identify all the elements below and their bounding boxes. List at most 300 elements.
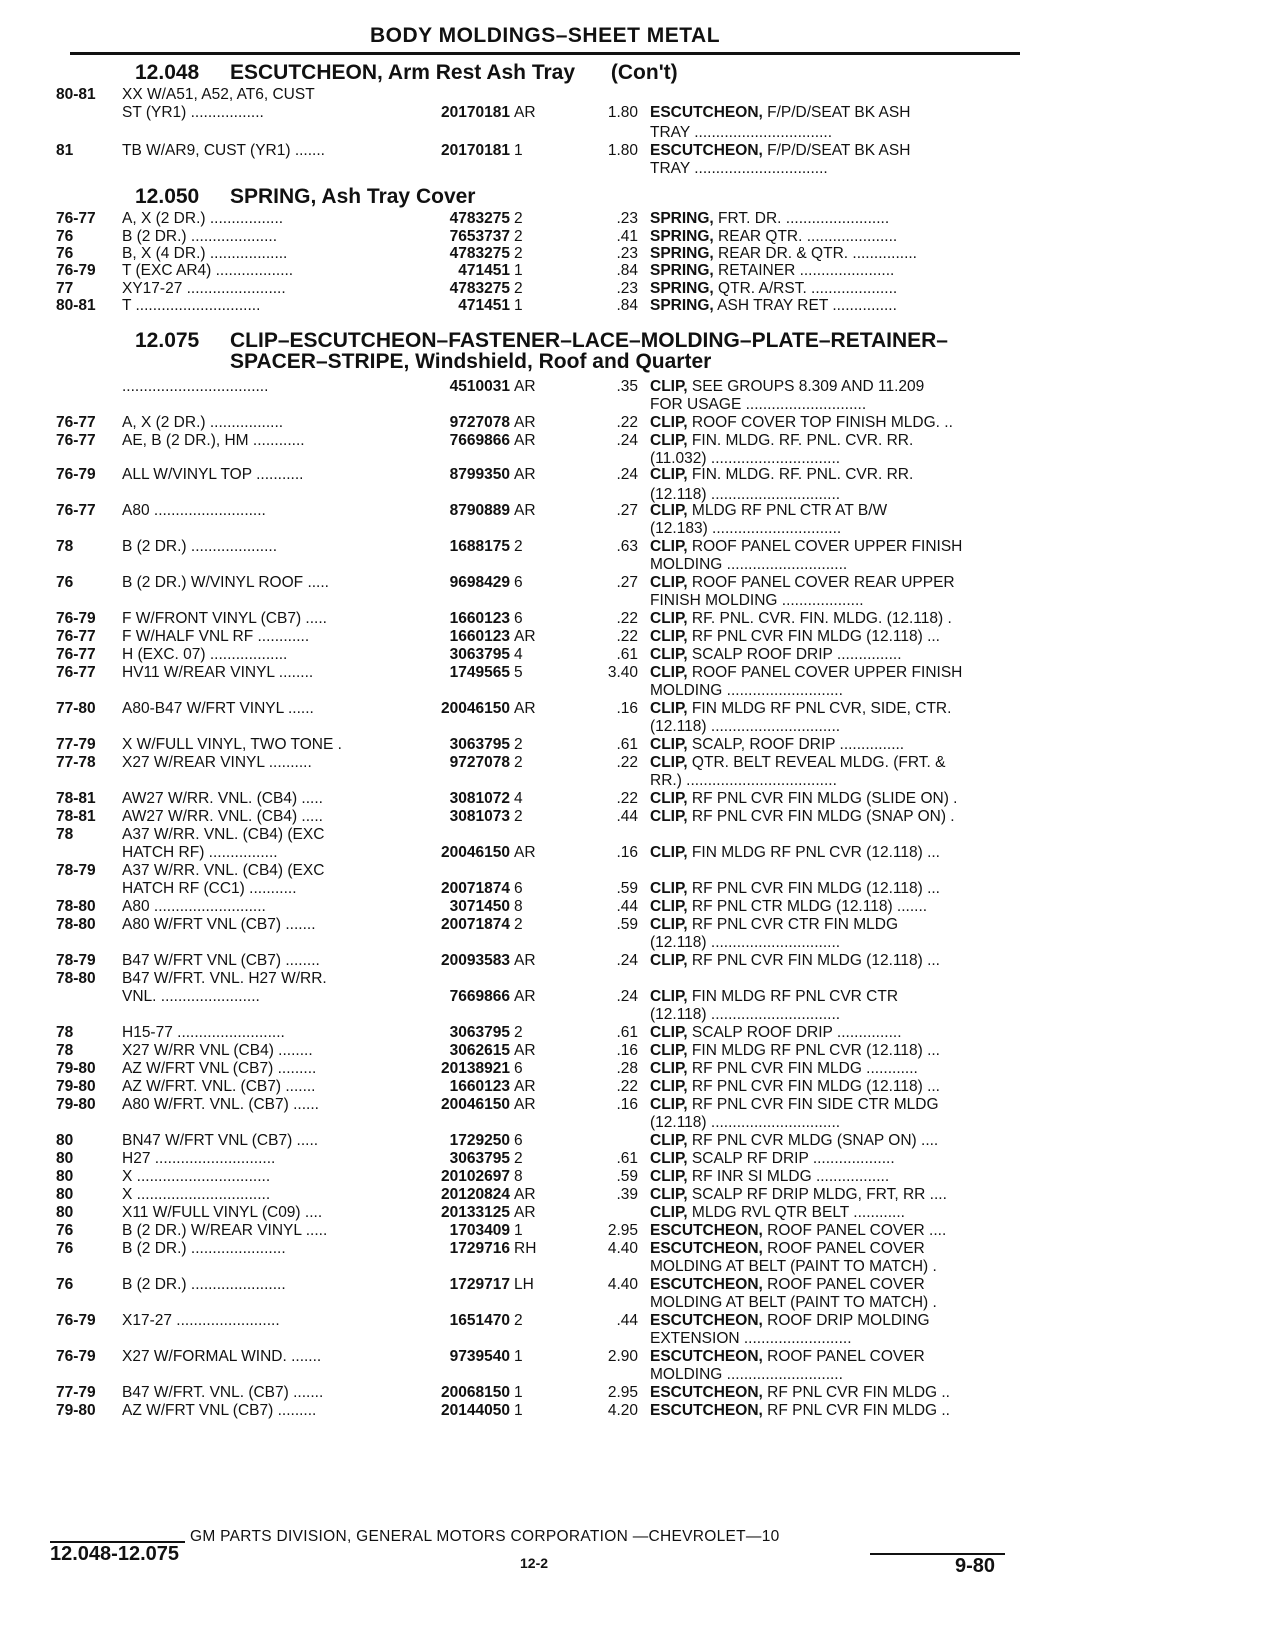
quantity: 2: [514, 1150, 523, 1167]
quantity: AR: [514, 104, 536, 121]
description: [650, 432, 1025, 450]
application: T (EXC AR4) ..................: [122, 262, 294, 279]
model-year: 78-79: [56, 862, 96, 879]
model-year: 80-81: [56, 297, 96, 314]
price: 1.80: [607, 142, 638, 159]
price: .61: [616, 1024, 638, 1041]
application: A80 ..........................: [122, 898, 266, 915]
part-number: 20144050: [441, 1402, 510, 1419]
price: 3.40: [607, 664, 638, 681]
application: A37 W/RR. VNL. (CB4) (EXC: [122, 862, 325, 879]
description: [650, 1042, 1025, 1060]
quantity: AR: [514, 432, 536, 449]
description-keyword: CLIP,: [650, 808, 688, 825]
application: F W/HALF VNL RF ............: [122, 628, 310, 645]
quantity: AR: [514, 502, 536, 519]
description-text: FINISH MOLDING ...................: [650, 592, 864, 609]
part-number: 3063795: [449, 1024, 510, 1041]
description-text: RF PNL CVR FIN MLDG (12.118) ...: [687, 952, 940, 969]
description: [650, 1060, 1025, 1078]
application: X27 W/FORMAL WIND. .......: [122, 1348, 322, 1365]
description: [650, 1168, 1025, 1186]
application: X11 W/FULL VINYL (C09) ....: [122, 1204, 323, 1221]
section-12-050: [135, 186, 475, 207]
part-number: 20170181: [441, 104, 510, 121]
description-text: FIN MLDG RF PNL CVR (12.118) ...: [687, 844, 940, 861]
model-year: 76: [56, 1222, 74, 1239]
description-text: MOLDING ............................: [650, 556, 848, 573]
quantity: 5: [514, 664, 523, 681]
part-number: 9727078: [449, 754, 510, 771]
description: [650, 210, 1025, 228]
application: AZ W/FRT. VNL. (CB7) .......: [122, 1078, 316, 1095]
description-text: REAR QTR. .....................: [713, 228, 898, 245]
description-text: RETAINER ......................: [713, 262, 895, 279]
application: HATCH RF (CC1) ...........: [122, 880, 297, 897]
application: VNL. .......................: [122, 988, 260, 1005]
part-number: 1651470: [449, 1312, 510, 1329]
description: [650, 790, 1025, 808]
quantity: 1: [514, 1384, 523, 1401]
price: .44: [616, 1312, 638, 1329]
part-number: 7669866: [449, 432, 510, 449]
description-text: SCALP, ROOF DRIP ...............: [687, 736, 905, 753]
description-text: RF PNL CVR FIN MLDG (12.118) ...: [687, 628, 940, 645]
part-number: 1729250: [449, 1132, 510, 1149]
description-keyword: CLIP,: [650, 664, 688, 681]
part-number: 3081073: [449, 808, 510, 825]
price: .24: [616, 466, 638, 483]
model-year: 77-80: [56, 700, 96, 717]
quantity: 1: [514, 142, 523, 159]
price: .28: [616, 1060, 638, 1077]
description-keyword: CLIP,: [650, 432, 688, 449]
description: [650, 682, 1025, 700]
price: .24: [616, 952, 638, 969]
description-keyword: ESCUTCHEON,: [650, 1222, 763, 1239]
description-text: SCALP ROOF DRIP ...............: [687, 1024, 902, 1041]
description-text: FIN. MLDG. RF. PNL. CVR. RR.: [687, 466, 914, 483]
price: .16: [616, 844, 638, 861]
description: [650, 1348, 1025, 1366]
description-text: QTR. A/RST. ....................: [713, 280, 898, 297]
part-number: 3063795: [449, 736, 510, 753]
description-keyword: CLIP,: [650, 1024, 688, 1041]
description: [650, 297, 1025, 315]
description-text: RF PNL CVR FIN SIDE CTR MLDG: [687, 1096, 939, 1113]
model-year: 78-80: [56, 970, 96, 987]
quantity: AR: [514, 1096, 536, 1113]
description: [650, 952, 1025, 970]
application: H27 ............................: [122, 1150, 276, 1167]
application: X27 W/RR VNL (CB4) ........: [122, 1042, 313, 1059]
application: BN47 W/FRT VNL (CB7) .....: [122, 1132, 319, 1149]
model-year: 79-80: [56, 1402, 96, 1419]
quantity: 8: [514, 1168, 523, 1185]
quantity: AR: [514, 844, 536, 861]
description-keyword: CLIP,: [650, 466, 688, 483]
application: TB W/AR9, CUST (YR1) .......: [122, 142, 325, 159]
model-year: 78-80: [56, 898, 96, 915]
model-year: 78-81: [56, 790, 96, 807]
part-number: 4783275: [449, 280, 510, 297]
description-text: FIN MLDG RF PNL CVR (12.118) ...: [687, 1042, 940, 1059]
application: X ...............................: [122, 1168, 271, 1185]
description: [650, 592, 1025, 610]
description: [650, 1186, 1025, 1204]
model-year: 78-79: [56, 952, 96, 969]
part-number: 3063795: [449, 1150, 510, 1167]
quantity: 6: [514, 610, 523, 627]
quantity: 2: [514, 245, 523, 262]
description: [650, 520, 1025, 538]
price: 2.95: [607, 1384, 638, 1401]
description-keyword: CLIP,: [650, 1060, 688, 1077]
section-number: 12.048: [135, 61, 200, 84]
price: .22: [616, 610, 638, 627]
description: [650, 934, 1025, 952]
quantity: AR: [514, 466, 536, 483]
description-text: (12.183) ..............................: [650, 520, 842, 537]
description-text: (12.118) ..............................: [650, 718, 841, 735]
description-keyword: SPRING,: [650, 228, 714, 245]
quantity: AR: [514, 378, 536, 395]
part-number: 9727078: [449, 414, 510, 431]
description-text: RF INR SI MLDG .................: [687, 1168, 890, 1185]
description-text: F/P/D/SEAT BK ASH: [762, 104, 911, 121]
description: [650, 262, 1025, 280]
footer-text: GM PARTS DIVISION, GENERAL MOTORS CORPORATION —CHEVROLET—10: [190, 1528, 780, 1545]
description-text: RF PNL CVR FIN MLDG (12.118) ...: [687, 880, 940, 897]
footer-date: 9-80: [955, 1555, 996, 1577]
description-text: RF PNL CVR FIN MLDG ..: [762, 1384, 950, 1401]
price: .61: [616, 1150, 638, 1167]
section-number: 12.050: [135, 185, 200, 208]
description-text: EXTENSION .........................: [650, 1330, 852, 1347]
description-keyword: CLIP,: [650, 378, 688, 395]
page-header: BODY MOLDINGS–SHEET METAL: [369, 24, 721, 47]
description-text: ROOF PANEL COVER UPPER FINISH: [687, 538, 963, 555]
description-keyword: CLIP,: [650, 1042, 688, 1059]
price: .23: [616, 280, 638, 297]
description-text: SCALP ROOF DRIP ...............: [687, 646, 902, 663]
quantity: 2: [514, 280, 523, 297]
price: .59: [616, 916, 638, 933]
quantity: LH: [514, 1276, 534, 1293]
price: .16: [616, 1096, 638, 1113]
part-number: 8799350: [449, 466, 510, 483]
description: [650, 898, 1025, 916]
model-year: 78: [56, 826, 74, 843]
description: [650, 160, 1025, 178]
description: [650, 1150, 1025, 1168]
price: .22: [616, 1078, 638, 1095]
part-number: 3062615: [449, 1042, 510, 1059]
description: [650, 664, 1025, 682]
description-text: (12.118) ..............................: [650, 486, 841, 503]
description-keyword: SPRING,: [650, 297, 714, 314]
application: AW27 W/RR. VNL. (CB4) .....: [122, 790, 323, 807]
description-text: FIN MLDG RF PNL CVR, SIDE, CTR.: [687, 700, 952, 717]
description-text: ASH TRAY RET ...............: [713, 297, 897, 314]
model-year: 78-80: [56, 916, 96, 933]
application: F W/FRONT VINYL (CB7) .....: [122, 610, 327, 627]
description-keyword: ESCUTCHEON,: [650, 104, 763, 121]
application: A, X (2 DR.) .................: [122, 414, 284, 431]
part-number: 3071450: [449, 898, 510, 915]
description-keyword: CLIP,: [650, 952, 688, 969]
description: [650, 502, 1025, 520]
model-year: 80: [56, 1168, 74, 1185]
description: [650, 1096, 1025, 1114]
description-text: FIN. MLDG. RF. PNL. CVR. RR.: [687, 432, 914, 449]
description: [650, 396, 1025, 414]
model-year: 78: [56, 1024, 74, 1041]
price: .39: [616, 1186, 638, 1203]
part-number: 1660123: [449, 610, 510, 627]
description-keyword: CLIP,: [650, 916, 688, 933]
application: B47 W/FRT VNL (CB7) ........: [122, 952, 320, 969]
description-text: QTR. BELT REVEAL MLDG. (FRT. &: [687, 754, 946, 771]
model-year: 76-77: [56, 210, 96, 227]
application: ALL W/VINYL TOP ...........: [122, 466, 304, 483]
description-text: ROOF PANEL COVER REAR UPPER: [687, 574, 955, 591]
description: [650, 556, 1025, 574]
description: [650, 988, 1025, 1006]
description-keyword: CLIP,: [650, 1132, 688, 1149]
price: .22: [616, 628, 638, 645]
description-keyword: CLIP,: [650, 790, 688, 807]
description: [650, 646, 1025, 664]
description: [650, 1330, 1025, 1348]
price: 1.80: [607, 104, 638, 121]
description: [650, 1294, 1025, 1312]
part-number: 20068150: [441, 1384, 510, 1401]
description: [650, 718, 1025, 736]
description-keyword: CLIP,: [650, 754, 688, 771]
description-text: RF PNL CVR CTR FIN MLDG: [687, 916, 899, 933]
part-number: 471451: [458, 297, 510, 314]
application: X W/FULL VINYL, TWO TONE .: [122, 736, 342, 753]
quantity: AR: [514, 1204, 536, 1221]
section-12-075: [135, 330, 948, 372]
section-12-048: [135, 62, 678, 83]
part-number: 9698429: [449, 574, 510, 591]
model-year: 77-79: [56, 1384, 96, 1401]
description-text: ROOF PANEL COVER: [762, 1348, 925, 1365]
quantity: AR: [514, 700, 536, 717]
application: A80-B47 W/FRT VINYL ......: [122, 700, 314, 717]
section-note: (Con't): [610, 61, 678, 84]
price: .41: [616, 228, 638, 245]
description-text: ROOF PANEL COVER ....: [762, 1222, 947, 1239]
model-year: 77: [56, 280, 74, 297]
description-text: F/P/D/SEAT BK ASH: [762, 142, 911, 159]
part-number: 20102697: [441, 1168, 510, 1185]
description: [650, 1024, 1025, 1042]
description-text: (11.032) ..............................: [650, 450, 841, 467]
description: [650, 538, 1025, 556]
model-year: 76-79: [56, 1312, 96, 1329]
description-keyword: ESCUTCHEON,: [650, 142, 763, 159]
description-text: SEE GROUPS 8.309 AND 11.209: [687, 378, 925, 395]
description: [650, 104, 1025, 122]
description: [650, 736, 1025, 754]
description-text: TRAY ...............................: [650, 160, 828, 177]
description-text: ROOF DRIP MOLDING: [762, 1312, 930, 1329]
description: [650, 754, 1025, 772]
description: [650, 124, 1025, 142]
part-number: 20046150: [441, 1096, 510, 1113]
description-text: RF. PNL. CVR. FIN. MLDG. (12.118) .: [687, 610, 952, 627]
description-text: ROOF COVER TOP FINISH MLDG. ..: [687, 414, 953, 431]
description-text: RF PNL CVR FIN MLDG (SLIDE ON) .: [687, 790, 958, 807]
description-text: SCALP RF DRIP ...................: [687, 1150, 895, 1167]
application: B47 W/FRT. VNL. H27 W/RR.: [122, 970, 327, 987]
description: [650, 1366, 1025, 1384]
part-number: 20120824: [441, 1186, 510, 1203]
description-keyword: CLIP,: [650, 844, 688, 861]
description: [650, 1258, 1025, 1276]
description: [650, 142, 1025, 160]
description-keyword: CLIP,: [650, 628, 688, 645]
application: B (2 DR.) ......................: [122, 1240, 286, 1257]
description-text: (12.118) ..............................: [650, 1006, 841, 1023]
description: [650, 1204, 1025, 1222]
application: B (2 DR.) W/VINYL ROOF .....: [122, 574, 329, 591]
description-text: MOLDING AT BELT (PAINT TO MATCH) .: [650, 1258, 937, 1275]
model-year: 78: [56, 1042, 74, 1059]
description-text: RF PNL CTR MLDG (12.118) .......: [687, 898, 928, 915]
part-number: 20093583: [441, 952, 510, 969]
quantity: 6: [514, 880, 523, 897]
part-number: 20046150: [441, 700, 510, 717]
application: X ...............................: [122, 1186, 271, 1203]
quantity: 2: [514, 228, 523, 245]
model-year: 76: [56, 245, 74, 262]
application: ..................................: [122, 378, 269, 395]
quantity: 6: [514, 1060, 523, 1077]
description-text: REAR DR. & QTR. ...............: [713, 245, 917, 262]
description-text: MOLDING ...........................: [650, 1366, 843, 1383]
description-keyword: SPRING,: [650, 210, 714, 227]
description-text: FRT. DR. ........................: [713, 210, 890, 227]
price: .59: [616, 1168, 638, 1185]
description: [650, 1384, 1025, 1402]
quantity: AR: [514, 1042, 536, 1059]
description-keyword: CLIP,: [650, 1204, 688, 1221]
application: A, X (2 DR.) .................: [122, 210, 284, 227]
price: .24: [616, 432, 638, 449]
model-year: 76-77: [56, 664, 96, 681]
description-keyword: CLIP,: [650, 1168, 688, 1185]
application: B, X (4 DR.) ..................: [122, 245, 288, 262]
price: .63: [616, 538, 638, 555]
description-keyword: CLIP,: [650, 646, 688, 663]
price: .23: [616, 210, 638, 227]
description-keyword: ESCUTCHEON,: [650, 1348, 763, 1365]
quantity: AR: [514, 1078, 536, 1095]
description-keyword: CLIP,: [650, 610, 688, 627]
model-year: 76: [56, 1240, 74, 1257]
price: .24: [616, 988, 638, 1005]
application: XX W/A51, A52, AT6, CUST: [122, 86, 315, 103]
model-year: 80: [56, 1150, 74, 1167]
quantity: AR: [514, 414, 536, 431]
description: [650, 466, 1025, 484]
description: [650, 610, 1025, 628]
description: [650, 1222, 1025, 1240]
description-text: FOR USAGE ............................: [650, 396, 867, 413]
price: .59: [616, 880, 638, 897]
header-rule: [70, 52, 1020, 55]
application: HV11 W/REAR VINYL ........: [122, 664, 314, 681]
model-year: 80: [56, 1132, 74, 1149]
description: [650, 414, 1025, 432]
description: [650, 808, 1025, 826]
application: B (2 DR.) W/REAR VINYL .....: [122, 1222, 328, 1239]
model-year: 77-79: [56, 736, 96, 753]
price: .61: [616, 736, 638, 753]
description-text: RF PNL CVR FIN MLDG ..: [762, 1402, 950, 1419]
description-keyword: CLIP,: [650, 700, 688, 717]
description-keyword: CLIP,: [650, 1096, 688, 1113]
model-year: 80: [56, 1186, 74, 1203]
description: [650, 228, 1025, 246]
quantity: 2: [514, 916, 523, 933]
description-keyword: ESCUTCHEON,: [650, 1384, 763, 1401]
section-title: CLIP–ESCUTCHEON–FASTENER–LACE–MOLDING–PLATE–RETAINER–: [230, 329, 948, 352]
model-year: 76: [56, 1276, 74, 1293]
description-text: SCALP RF DRIP MLDG, FRT, RR ....: [687, 1186, 947, 1203]
quantity: 8: [514, 898, 523, 915]
description-keyword: ESCUTCHEON,: [650, 1312, 763, 1329]
price: .22: [616, 414, 638, 431]
part-number: 20170181: [441, 142, 510, 159]
quantity: 1: [514, 1402, 523, 1419]
part-number: 4510031: [449, 378, 510, 395]
description: [650, 574, 1025, 592]
quantity: AR: [514, 1186, 536, 1203]
quantity: 1: [514, 1348, 523, 1365]
part-number: 7669866: [449, 988, 510, 1005]
quantity: 4: [514, 790, 523, 807]
description-keyword: CLIP,: [650, 502, 688, 519]
quantity: RH: [514, 1240, 537, 1257]
section-title: ESCUTCHEON, Arm Rest Ash Tray: [230, 61, 576, 84]
description: [650, 1240, 1025, 1258]
quantity: 2: [514, 754, 523, 771]
price: .27: [616, 502, 638, 519]
description: [650, 1078, 1025, 1096]
application: B (2 DR.) ......................: [122, 1276, 286, 1293]
description: [650, 378, 1025, 396]
part-number: 1703409: [449, 1222, 510, 1239]
description-keyword: CLIP,: [650, 898, 688, 915]
application: ST (YR1) .................: [122, 104, 264, 121]
price: 4.40: [607, 1276, 638, 1293]
description-text: MOLDING ...........................: [650, 682, 843, 699]
quantity: 1: [514, 1222, 523, 1239]
price: 2.90: [607, 1348, 638, 1365]
price: .27: [616, 574, 638, 591]
description-keyword: CLIP,: [650, 1150, 688, 1167]
quantity: 6: [514, 1132, 523, 1149]
description-keyword: SPRING,: [650, 262, 714, 279]
description-text: (12.118) ..............................: [650, 1114, 841, 1131]
part-number: 1729716: [449, 1240, 510, 1257]
description: [650, 1006, 1025, 1024]
